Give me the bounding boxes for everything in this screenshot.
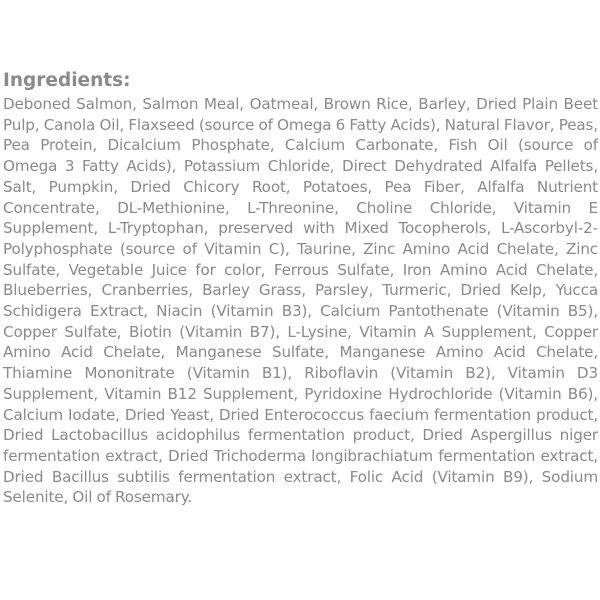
ingredients-heading: Ingredients: [3,70,131,91]
ingredients-list-text: Deboned Salmon, Salmon Meal, Oatmeal, Brown Rice, Barley, Dried Plain Beet Pulp, Canola Oil, Flaxseed (source of Omega 6 Fatty Acids), Natural Flavor, Peas, Pea Protein, Dicalcium Phosphate, Calcium Carbonate, Fish Oil (source of Omega 3 Fatty Acids), Potassium Chloride, Direct Dehydrated Alfalfa Pellets, Salt, Pumpkin, Dried Chicory Root, Potatoes, Pea Fiber, Alfalfa Nutrient Concentrate, DL-Methionine, L-Threonine, Choline Chloride, Vitamin E Supplement, L-Tryptophan, preserved with Mixed Tocopherols, L-Ascorbyl-2-Polyphosphate (source of Vitamin C), Taurine, Zinc Amino Acid Chelate, Zinc Sulfate, Vegetable Juice for color, Ferrous Sulfate, Iron Amino Acid Chelate, Blueberries, Cranberries, Barley Grass, Parsley, Turmeric, Dried Kelp, Yucca Schidigera Extract, Niacin (Vitamin B3), Calcium Pantothenate (Vitamin B5), Copper Sulfate, Biotin (Vitamin B7), L-Lysine, Vitamin A Supplement, Copper Amino Acid Chelate, Manganese Sulfate, Manganese Amino Acid Chelate, Thiamine Mononitrate (Vitamin B1), Riboflavin (Vitamin B2), Vitamin D3 Supplement, Vitamin B12 Supplement, Pyridoxine Hydrochloride (Vitamin B6), Calcium Iodate, Dried Yeast, Dried Enterococcus faecium fermentation product, Dried Lactobacillus acidophilus fermentation product, Dried Aspergillus niger fermentation extract, Dried Trichoderma longibrachiatum fermentation extract, Dried Bacillus subtilis fermentation extract, Folic Acid (Vitamin B9), Sodium Selenite, Oil of Rosemary. [3,95,598,507]
